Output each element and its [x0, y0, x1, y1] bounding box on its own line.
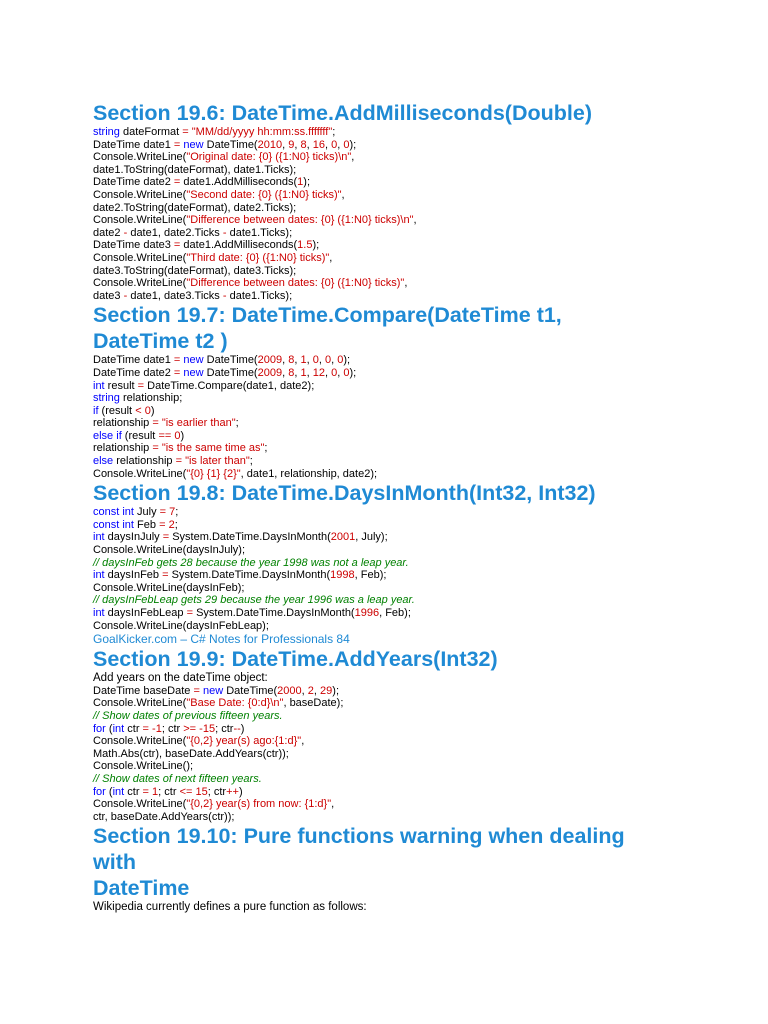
code-block-19-6: [93, 126, 753, 302]
code-line: Console.WriteLine("Second date: {0} ({1:N0} ticks)",: [93, 188, 345, 201]
code-line: else if (result == 0): [93, 429, 185, 442]
code-line: DateTime date3 = date1.AddMilliseconds(1.5);: [93, 239, 320, 252]
code-line: Console.WriteLine("Original date: {0} ({1:N0} ticks)\n",: [93, 151, 355, 164]
section-19-10-heading-line1: Section 19.10: Pure functions warning when dealing: [93, 824, 625, 849]
code-line: date1.ToString(dateFormat), date1.Ticks);: [93, 163, 297, 176]
code-line: else relationship = "is later than";: [93, 455, 253, 468]
code-line: date2.ToString(dateFormat), date2.Ticks);: [93, 201, 297, 214]
code-line: int daysInJuly = System.DateTime.DaysInMonth(2001, July);: [93, 531, 388, 544]
code-line: int daysInFeb = System.DateTime.DaysInMonth(1998, Feb);: [93, 569, 387, 582]
document-content: [93, 100, 753, 914]
page-footer: GoalKicker.com – C# Notes for Professionals 84: [93, 632, 350, 647]
section-19-7-heading-line2: DateTime t2 ): [93, 329, 228, 354]
code-line: const int July = 7;: [93, 506, 179, 519]
code-line: DateTime date2 = date1.AddMilliseconds(1);: [93, 176, 311, 189]
code-line: Console.WriteLine("Base Date: {0:d}\n", baseDate);: [93, 697, 344, 710]
code-line: int daysInFebLeap = System.DateTime.DaysInMonth(1996, Feb);: [93, 607, 411, 619]
code-line: Console.WriteLine(daysInFeb);: [93, 581, 245, 594]
code-line: Console.WriteLine("{0} {1} {2}", date1, relationship, date2);: [93, 467, 378, 480]
section-19-8-heading: Section 19.8: DateTime.DaysInMonth(Int32, Int32): [93, 481, 596, 506]
code-line: date2 - date1, date2.Ticks - date1.Ticks);: [93, 226, 293, 239]
code-line: // daysInFeb gets 28 because the year 1998 was not a leap year.: [93, 556, 409, 569]
section-19-10-heading-line3: DateTime: [93, 876, 190, 901]
code-line: Console.WriteLine("Difference between dates: {0} ({1:N0} ticks)\n",: [93, 214, 417, 227]
section-19-9-intro: Add years on the dateTime object:: [93, 672, 268, 685]
code-line: Console.WriteLine("{0,2} year(s) from now: {1:d}",: [93, 798, 335, 811]
section-19-10-intro: Wikipedia currently defines a pure function as follows:: [93, 901, 367, 914]
code-line: // Show dates of previous fifteen years.: [93, 709, 283, 722]
code-line: for (int ctr = 1; ctr <= 15; ctr++): [93, 785, 243, 798]
code-block-19-9: [93, 685, 753, 824]
code-line: Console.WriteLine(daysInFebLeap);: [93, 619, 269, 632]
code-line: string dateFormat = "MM/dd/yyyy hh:mm:ss.fffffff";: [93, 126, 336, 138]
code-line: // daysInFebLeap gets 29 because the year 1996 was a leap year.: [93, 594, 415, 607]
section-19-10-heading-line2: with: [93, 850, 136, 875]
code-line: Math.Abs(ctr), baseDate.AddYears(ctr));: [93, 747, 289, 760]
code-line: int result = DateTime.Compare(date1, date2);: [93, 379, 315, 392]
code-line: ctr, baseDate.AddYears(ctr));: [93, 810, 235, 823]
section-19-9-heading: Section 19.9: DateTime.AddYears(Int32): [93, 647, 498, 672]
code-line: DateTime baseDate = new DateTime(2000, 2, 29);: [93, 684, 340, 697]
code-line: const int Feb = 2;: [93, 518, 178, 531]
code-line: Console.WriteLine("Difference between dates: {0} ({1:N0} ticks)",: [93, 277, 408, 290]
code-block-19-7: [93, 354, 753, 480]
code-line: Console.WriteLine(daysInJuly);: [93, 544, 246, 557]
code-line: // Show dates of next fifteen years.: [93, 772, 262, 785]
code-line: Console.WriteLine();: [93, 760, 194, 773]
code-line: DateTime date1 = new DateTime(2010, 9, 8, 16, 0, 0);: [93, 138, 357, 151]
code-line: DateTime date1 = new DateTime(2009, 8, 1, 0, 0, 0);: [93, 354, 351, 367]
code-line: date3.ToString(dateFormat), date3.Ticks);: [93, 264, 297, 277]
code-line: relationship = "is the same time as";: [93, 442, 268, 455]
section-19-6-heading: Section 19.6: DateTime.AddMilliseconds(Double): [93, 101, 592, 125]
code-line: relationship = "is earlier than";: [93, 417, 239, 430]
code-line: string relationship;: [93, 392, 183, 405]
code-line: if (result < 0): [93, 404, 155, 417]
code-line: DateTime date2 = new DateTime(2009, 8, 1, 12, 0, 0);: [93, 366, 357, 379]
code-line: Console.WriteLine("Third date: {0} ({1:N0} ticks)",: [93, 251, 333, 264]
code-line: date3 - date1, date3.Ticks - date1.Ticks);: [93, 289, 293, 302]
code-line: Console.WriteLine("{0,2} year(s) ago:{1:d}",: [93, 735, 305, 748]
code-block-19-8: [93, 506, 753, 632]
code-line: for (int ctr = -1; ctr >= -15; ctr--): [93, 722, 245, 735]
section-19-7-heading-line1: Section 19.7: DateTime.Compare(DateTime t1,: [93, 303, 562, 328]
